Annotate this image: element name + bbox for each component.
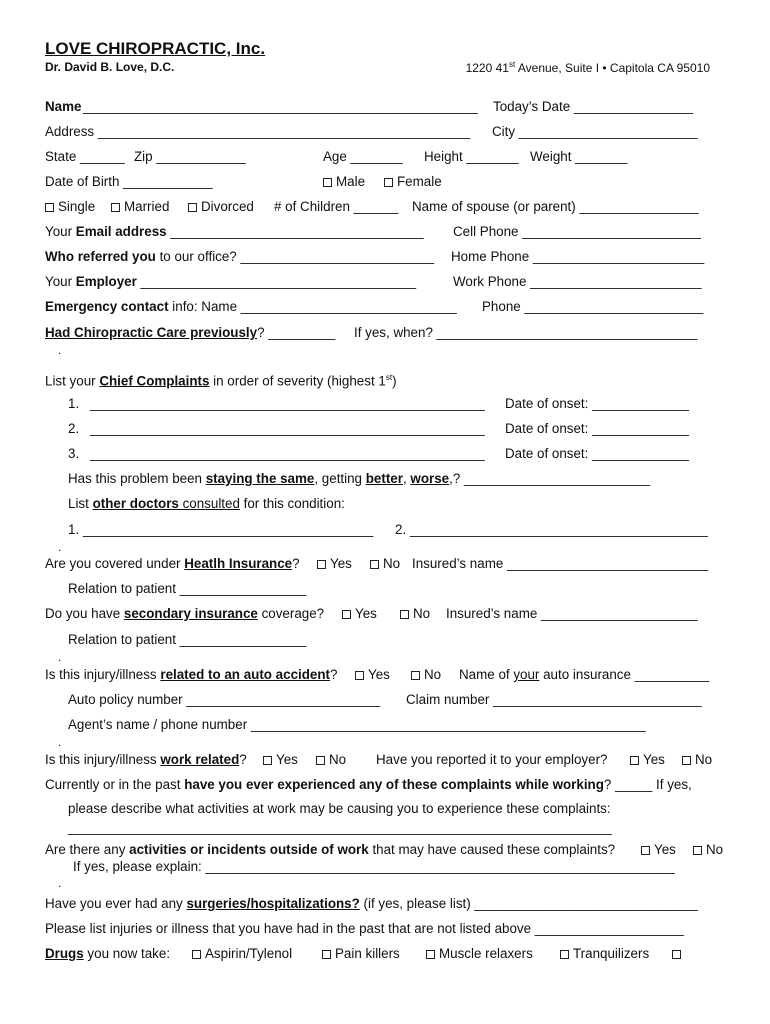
complaints-heading: List your Chief Complaints in order of severity (highest 1st): [45, 373, 397, 389]
work-describe-field[interactable]: _________________________________________________________________________: [68, 820, 612, 835]
married-label: Married: [124, 199, 170, 214]
relation-field[interactable]: Relation to patient _________________: [68, 632, 307, 647]
divorced-label: Divorced: [201, 199, 254, 214]
state-field[interactable]: State ______: [45, 149, 125, 164]
dob-field[interactable]: Date of Birth ____________: [45, 174, 213, 189]
single-checkbox[interactable]: [45, 199, 95, 215]
checkbox-icon: [411, 671, 420, 680]
complaint-field[interactable]: _____________________________________________________: [90, 396, 485, 411]
checkbox-icon: [426, 950, 435, 959]
complaint-field[interactable]: _____________________________________________________: [90, 421, 485, 436]
checkbox-icon: [192, 950, 201, 959]
employer-field[interactable]: Your Employer _____________________________________: [45, 274, 417, 289]
drugs-label: Drugs you now take:: [45, 946, 171, 961]
complaint-number: 1.: [68, 396, 80, 411]
work-past-field[interactable]: Currently or in the past have you ever experienced any of these complaints while working? _____ If yes,: [45, 777, 692, 792]
emergency-contact-field[interactable]: Emergency contact info: Name _____________________________: [45, 299, 457, 314]
today-date-field[interactable]: Today’s Date ________________: [493, 99, 694, 114]
injuries-field[interactable]: Please list injuries or illness that you have had in the past that are not listed above ____________________: [45, 921, 684, 936]
age-field[interactable]: Age _______: [323, 149, 403, 164]
work-related-question: Is this injury/illness work related?: [45, 752, 247, 767]
other-doctor-1-field[interactable]: 1. _______________________________________: [68, 522, 374, 537]
female-label: Female: [397, 174, 442, 189]
checkbox-icon: [400, 610, 409, 619]
other-doctors-label: List other doctors consulted for this condition:: [68, 496, 345, 511]
address-rest: Avenue, Suite I • Capitola CA 95010: [515, 61, 710, 75]
complaint-field[interactable]: _____________________________________________________: [90, 446, 485, 461]
secondary-insurance-no-checkbox[interactable]: No: [400, 606, 430, 622]
weight-field[interactable]: Weight _______: [530, 149, 628, 164]
checkbox-icon: [693, 846, 702, 855]
work-related-yes-checkbox[interactable]: Yes: [263, 752, 298, 768]
health-insurance-question: Are you covered under Heatlh Insurance?: [45, 556, 300, 571]
checkbox-icon: [672, 950, 681, 959]
doctor-name: Dr. David B. Love, D.C.: [45, 60, 175, 74]
checkbox-icon: [384, 178, 393, 187]
name-field[interactable]: _____________________________________________________: [83, 99, 478, 114]
tranquilizers-checkbox[interactable]: Tranquilizers: [560, 946, 649, 962]
emergency-phone-field[interactable]: Phone ________________________: [482, 299, 704, 314]
surgeries-field[interactable]: Have you ever had any surgeries/hospitalizations? (if yes, please list) ______________________________: [45, 896, 698, 911]
address-number: 1220 41: [465, 61, 509, 75]
separator-dot: .: [58, 540, 62, 554]
children-field[interactable]: # of Children ______: [274, 199, 399, 214]
checkbox-icon: [370, 560, 379, 569]
cell-phone-field[interactable]: Cell Phone ________________________: [453, 224, 701, 239]
checkbox-icon: [263, 756, 272, 765]
separator-dot: .: [58, 876, 62, 890]
secondary-insurance-yes-checkbox[interactable]: Yes: [342, 606, 377, 622]
checkbox-icon: [111, 203, 120, 212]
single-label: Single: [58, 199, 96, 214]
complaint-number: 3.: [68, 446, 80, 461]
height-field[interactable]: Height _______: [424, 149, 519, 164]
referral-field[interactable]: Who referred you to our office? __________________________: [45, 249, 435, 264]
checkbox-icon: [560, 950, 569, 959]
work-related-no-checkbox[interactable]: No: [316, 752, 346, 768]
clinic-name: LOVE CHIROPRACTIC, Inc.: [45, 39, 266, 58]
auto-accident-no-checkbox[interactable]: No: [411, 667, 441, 683]
name-label: Name: [45, 99, 82, 114]
divorced-checkbox[interactable]: [188, 199, 254, 215]
reported-no-checkbox[interactable]: No: [682, 752, 712, 768]
checkbox-icon: [342, 610, 351, 619]
health-insurance-yes-checkbox[interactable]: Yes: [317, 556, 352, 572]
checkbox-icon: [630, 756, 639, 765]
health-insurance-no-checkbox[interactable]: No: [370, 556, 400, 572]
spouse-field[interactable]: Name of spouse (or parent) ________________: [412, 199, 699, 214]
email-field[interactable]: Your Email address __________________________________: [45, 224, 424, 239]
secondary-insured-name-field[interactable]: Insured’s name _____________________: [446, 606, 698, 621]
married-checkbox[interactable]: [111, 199, 169, 215]
outside-work-yes-checkbox[interactable]: Yes: [641, 842, 676, 858]
home-phone-field[interactable]: Home Phone _______________________: [451, 249, 705, 264]
agent-field[interactable]: Agent’s name / phone number _____________________________________________________: [68, 717, 646, 732]
onset-field[interactable]: Date of onset: _____________: [505, 396, 689, 411]
problem-status-field[interactable]: Has this problem been staying the same, getting better, worse,? _________________________: [68, 471, 651, 486]
reported-yes-checkbox[interactable]: Yes: [630, 752, 665, 768]
address-suffix: st: [508, 60, 516, 69]
city-field[interactable]: City ________________________: [492, 124, 698, 139]
work-describe-label: please describe what activities at work may be causing you to experience these complaints:: [68, 801, 611, 816]
zip-field[interactable]: Zip ____________: [134, 149, 246, 164]
separator-dot: .: [58, 735, 62, 749]
checkbox-icon: [317, 560, 326, 569]
outside-work-question: Are there any activities or incidents outside of work that may have caused these complaints?: [45, 842, 616, 857]
muscle-relaxers-checkbox[interactable]: Muscle relaxers: [426, 946, 533, 962]
prev-care-field[interactable]: Had Chiropractic Care previously? _________: [45, 325, 336, 340]
checkbox-icon: [45, 203, 54, 212]
checkbox-icon: [316, 756, 325, 765]
male-checkbox[interactable]: [323, 174, 365, 190]
checkbox-icon: [323, 178, 332, 187]
separator-dot: .: [58, 650, 62, 664]
relation-field[interactable]: Relation to patient _________________: [68, 581, 307, 596]
auto-accident-question: Is this injury/illness related to an auto accident?: [45, 667, 338, 682]
complaint-number: 2.: [68, 421, 80, 436]
work-phone-field[interactable]: Work Phone _______________________: [453, 274, 702, 289]
aspirin-checkbox[interactable]: Aspirin/Tylenol: [192, 946, 292, 962]
reported-question: Have you reported it to your employer?: [376, 752, 608, 767]
auto-insurance-field[interactable]: Name of your auto insurance __________: [459, 667, 710, 682]
checkbox-icon: [355, 671, 364, 680]
checkbox-icon: [682, 756, 691, 765]
female-checkbox[interactable]: [384, 174, 442, 190]
prev-care-when-field[interactable]: If yes, when? ___________________________________: [354, 325, 698, 340]
outside-work-no-checkbox[interactable]: No: [693, 842, 723, 858]
secondary-insurance-question: Do you have secondary insurance coverage?: [45, 606, 325, 621]
claim-number-field[interactable]: Claim number ____________________________: [406, 692, 702, 707]
onset-field[interactable]: Date of onset: _____________: [505, 446, 689, 461]
pain-killers-checkbox[interactable]: Pain killers: [322, 946, 400, 962]
insured-name-field[interactable]: Insured’s name ___________________________: [412, 556, 709, 571]
checkbox-icon: [641, 846, 650, 855]
clinic-address: [466, 60, 710, 75]
other-doctor-2-field[interactable]: 2. ________________________________________: [395, 522, 708, 537]
male-label: Male: [336, 174, 366, 189]
separator-dot: .: [58, 343, 62, 357]
outside-explain-field[interactable]: If yes, please explain: _______________________________________________________________: [73, 859, 675, 874]
address-field[interactable]: Address __________________________________________________: [45, 124, 471, 139]
other-drug-checkbox[interactable]: [672, 946, 685, 962]
auto-policy-field[interactable]: Auto policy number __________________________: [68, 692, 380, 707]
checkbox-icon: [188, 203, 197, 212]
auto-accident-yes-checkbox[interactable]: Yes: [355, 667, 390, 683]
onset-field[interactable]: Date of onset: _____________: [505, 421, 689, 436]
checkbox-icon: [322, 950, 331, 959]
